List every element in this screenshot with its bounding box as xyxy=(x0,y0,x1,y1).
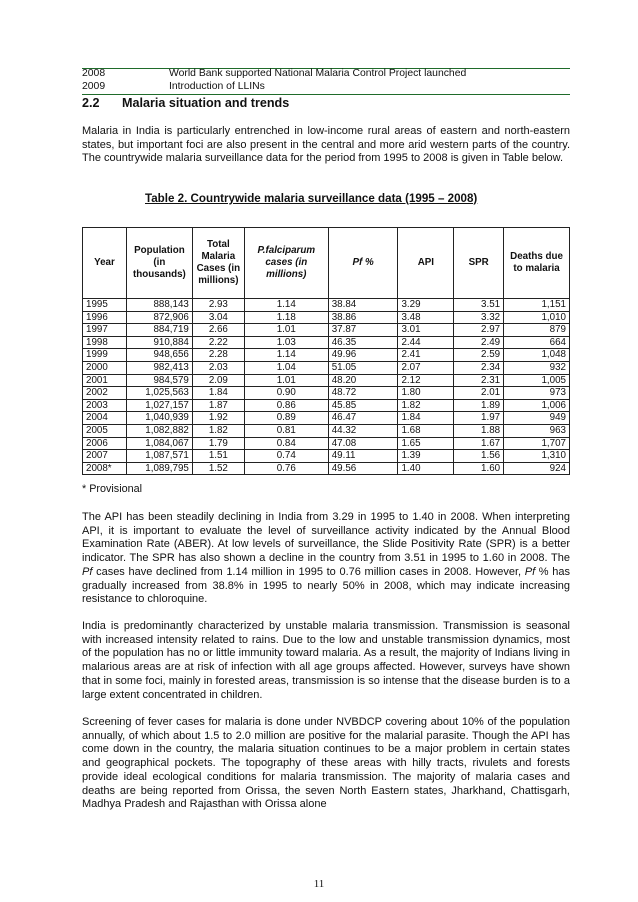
cell-pf-cases: 0.81 xyxy=(244,424,328,437)
table-row xyxy=(83,437,570,450)
cell-year: 2006 xyxy=(83,437,127,450)
api-text-2: cases have declined from 1.14 million in 1995 to 0.76 million cases in 2008. However, xyxy=(92,565,525,578)
cell-pf-cases: 1.04 xyxy=(244,361,328,374)
cell-pf-cases: 0.74 xyxy=(244,450,328,463)
timeline-event: Introduction of LLINs xyxy=(169,80,265,92)
cell-api: 3.01 xyxy=(398,324,454,337)
cell-deaths: 932 xyxy=(504,361,570,374)
cell-total-cases: 1.92 xyxy=(192,412,244,425)
header-api: API xyxy=(398,228,454,299)
cell-population: 948,656 xyxy=(126,349,192,362)
api-text-3: % has gradually increased from 38.8% in 1995 to nearly 50% in 2008, which may indicate increasing resistance to chloroquine. xyxy=(82,565,570,606)
cell-total-cases: 2.28 xyxy=(192,349,244,362)
pf-term: Pf xyxy=(524,565,536,578)
cell-population: 1,025,563 xyxy=(126,387,192,400)
page-number: 11 xyxy=(313,878,325,890)
cell-spr: 2.59 xyxy=(454,349,504,362)
table-row xyxy=(83,349,570,362)
cell-pf-cases: 1.03 xyxy=(244,336,328,349)
cell-pf-cases: 0.84 xyxy=(244,437,328,450)
cell-population: 1,087,571 xyxy=(126,450,192,463)
table-row xyxy=(83,336,570,349)
section-heading xyxy=(82,96,289,110)
header-spr: SPR xyxy=(454,228,504,299)
cell-pf-percent: 37.87 xyxy=(328,324,398,337)
cell-pf-percent: 45.85 xyxy=(328,399,398,412)
cell-pf-cases: 1.14 xyxy=(244,299,328,312)
cell-year: 2000 xyxy=(83,361,127,374)
cell-pf-percent: 46.35 xyxy=(328,336,398,349)
table-row xyxy=(83,462,570,475)
cell-deaths: 1,006 xyxy=(504,399,570,412)
cell-api: 1.84 xyxy=(398,412,454,425)
cell-spr: 1.67 xyxy=(454,437,504,450)
cell-api: 2.12 xyxy=(398,374,454,387)
table-row xyxy=(83,399,570,412)
cell-pf-cases: 0.86 xyxy=(244,399,328,412)
timeline-year: 2008 xyxy=(82,68,106,79)
cell-api: 1.65 xyxy=(398,437,454,450)
cell-population: 1,040,939 xyxy=(126,412,192,425)
cell-api: 1.40 xyxy=(398,462,454,475)
cell-deaths: 1,707 xyxy=(504,437,570,450)
cell-deaths: 1,310 xyxy=(504,450,570,463)
cell-spr: 2.31 xyxy=(454,374,504,387)
cell-pf-percent: 47.08 xyxy=(328,437,398,450)
cell-deaths: 924 xyxy=(504,462,570,475)
cell-population: 910,884 xyxy=(126,336,192,349)
cell-year: 2001 xyxy=(83,374,127,387)
cell-population: 888,143 xyxy=(126,299,192,312)
cell-spr: 1.97 xyxy=(454,412,504,425)
cell-year: 1998 xyxy=(83,336,127,349)
timeline-event: World Bank supported National Malaria Control Project launched xyxy=(169,68,467,79)
surveillance-table xyxy=(82,227,570,475)
cell-population: 872,906 xyxy=(126,311,192,324)
cell-population: 1,027,157 xyxy=(126,399,192,412)
header-year: Year xyxy=(83,228,127,299)
cell-population: 884,719 xyxy=(126,324,192,337)
table-row xyxy=(83,412,570,425)
cell-year: 2007 xyxy=(83,450,127,463)
header-deaths: Deaths due to malaria xyxy=(504,228,570,299)
cell-population: 982,413 xyxy=(126,361,192,374)
cell-pf-cases: 0.89 xyxy=(244,412,328,425)
cell-pf-percent: 44.32 xyxy=(328,424,398,437)
cell-pf-percent: 48.72 xyxy=(328,387,398,400)
cell-pf-cases: 0.76 xyxy=(244,462,328,475)
header-pf-percent: Pf % xyxy=(328,228,398,299)
cell-total-cases: 1.51 xyxy=(192,450,244,463)
intro-paragraph: Malaria in India is particularly entrenched in low-income rural areas of eastern and north-eastern states, but important foci are also present in the central and more arid western parts of the country. The countrywide malaria surveillance data for the period from 1995 to 2008 is given in Table below. xyxy=(82,125,570,165)
cell-spr: 1.60 xyxy=(454,462,504,475)
cell-total-cases: 1.79 xyxy=(192,437,244,450)
table-header-row xyxy=(83,228,570,299)
cell-population: 1,084,067 xyxy=(126,437,192,450)
table-row xyxy=(83,311,570,324)
cell-total-cases: 2.93 xyxy=(192,299,244,312)
cell-pf-percent: 38.86 xyxy=(328,311,398,324)
cell-api: 1.68 xyxy=(398,424,454,437)
cell-pf-percent: 49.96 xyxy=(328,349,398,362)
cell-year: 2008* xyxy=(83,462,127,475)
cell-total-cases: 1.87 xyxy=(192,399,244,412)
cell-year: 1995 xyxy=(83,299,127,312)
cell-total-cases: 1.84 xyxy=(192,387,244,400)
cell-year: 1996 xyxy=(83,311,127,324)
header-population: Population (in thousands) xyxy=(126,228,192,299)
timeline-row xyxy=(82,68,570,81)
cell-year: 2005 xyxy=(83,424,127,437)
api-text-1: The API has been steadily declining in India from 3.29 in 1995 to 1.40 in 2008. When interpreting API, it is important to evaluate the level of surveillance activity indicated by the Annual Blood Examination Rate (ABER). At low levels of surveillance, the Slide Positivity Rate (SPR) is a better indicator. The SPR has also shown a decline in the country from 3.51 in 1995 to 1.60 in 2008. The xyxy=(82,511,570,565)
cell-pf-percent: 48.20 xyxy=(328,374,398,387)
cell-pf-percent: 46.47 xyxy=(328,412,398,425)
cell-spr: 3.51 xyxy=(454,299,504,312)
table-row xyxy=(83,387,570,400)
cell-api: 2.41 xyxy=(398,349,454,362)
table-row xyxy=(83,324,570,337)
cell-api: 2.07 xyxy=(398,361,454,374)
cell-spr: 1.56 xyxy=(454,450,504,463)
cell-deaths: 1,010 xyxy=(504,311,570,324)
header-total-cases: Total Malaria Cases (in millions) xyxy=(192,228,244,299)
cell-deaths: 1,151 xyxy=(504,299,570,312)
cell-spr: 3.32 xyxy=(454,311,504,324)
cell-year: 2002 xyxy=(83,387,127,400)
transmission-paragraph: India is predominantly characterized by unstable malaria transmission. Transmission is seasonal with increased intensity related to rains. Due to the low and unstable transmission dynamics, most of the population has no or little immunity toward malaria. As a result, the majority of Indians living in malarious areas are at risk of infection with all age groups affected. However, surveys have shown that in some foci, mainly in forested areas, transmission is so intense that the disease burden is to a large extent concentrated in children. xyxy=(82,620,570,701)
table-row xyxy=(83,361,570,374)
cell-deaths: 963 xyxy=(504,424,570,437)
cell-deaths: 664 xyxy=(504,336,570,349)
timeline-table xyxy=(82,68,570,93)
cell-total-cases: 2.03 xyxy=(192,361,244,374)
table-title: Table 2. Countrywide malaria surveillance data (1995 – 2008) xyxy=(145,192,478,205)
cell-year: 2004 xyxy=(83,412,127,425)
cell-api: 1.39 xyxy=(398,450,454,463)
cell-pf-percent: 49.56 xyxy=(328,462,398,475)
cell-api: 2.44 xyxy=(398,336,454,349)
cell-spr: 2.01 xyxy=(454,387,504,400)
cell-pf-cases: 1.01 xyxy=(244,374,328,387)
table-row xyxy=(83,424,570,437)
cell-deaths: 973 xyxy=(504,387,570,400)
cell-deaths: 949 xyxy=(504,412,570,425)
cell-spr: 2.34 xyxy=(454,361,504,374)
cell-pf-cases: 1.14 xyxy=(244,349,328,362)
table-footnote: * Provisional xyxy=(82,483,143,495)
timeline-row xyxy=(82,81,570,94)
cell-population: 1,089,795 xyxy=(126,462,192,475)
cell-deaths: 879 xyxy=(504,324,570,337)
cell-deaths: 1,005 xyxy=(504,374,570,387)
api-paragraph xyxy=(82,511,570,607)
cell-pf-percent: 38.84 xyxy=(328,299,398,312)
cell-total-cases: 3.04 xyxy=(192,311,244,324)
table-row xyxy=(83,299,570,312)
cell-pf-cases: 1.01 xyxy=(244,324,328,337)
cell-total-cases: 1.82 xyxy=(192,424,244,437)
cell-total-cases: 2.66 xyxy=(192,324,244,337)
cell-population: 984,579 xyxy=(126,374,192,387)
cell-total-cases: 2.22 xyxy=(192,336,244,349)
cell-total-cases: 2.09 xyxy=(192,374,244,387)
section-number: 2.2 xyxy=(82,96,100,110)
cell-spr: 2.49 xyxy=(454,336,504,349)
cell-api: 3.29 xyxy=(398,299,454,312)
cell-api: 3.48 xyxy=(398,311,454,324)
screening-paragraph: Screening of fever cases for malaria is done under NVBDCP covering about 10% of the population annually, of which about 1.5 to 2.0 million are positive for the malarial parasite. Though the API has come down in the country, the malaria situation continues to be a major problem in certain states and geographical pockets. The topography of these areas with hilly tracts, rivulets and forests provide ideal ecological conditions for malaria transmission. The majority of malaria cases and deaths are being reported from Orissa, the seven North Eastern states, Jharkhand, Chattisgarh, Madhya Pradesh and Rajasthan with Orissa alone xyxy=(82,716,570,811)
cell-pf-cases: 1.18 xyxy=(244,311,328,324)
header-pf-cases: P.falciparum cases (in millions) xyxy=(244,228,328,299)
cell-pf-cases: 0.90 xyxy=(244,387,328,400)
cell-spr: 1.89 xyxy=(454,399,504,412)
cell-year: 1997 xyxy=(83,324,127,337)
cell-spr: 1.88 xyxy=(454,424,504,437)
cell-pf-percent: 49.11 xyxy=(328,450,398,463)
cell-population: 1,082,882 xyxy=(126,424,192,437)
cell-year: 2003 xyxy=(83,399,127,412)
timeline-year: 2009 xyxy=(82,80,106,92)
section-title: Malaria situation and trends xyxy=(122,96,290,110)
cell-total-cases: 1.52 xyxy=(192,462,244,475)
cell-pf-percent: 51.05 xyxy=(328,361,398,374)
table-row xyxy=(83,450,570,463)
table-row xyxy=(83,374,570,387)
cell-year: 1999 xyxy=(83,349,127,362)
cell-api: 1.82 xyxy=(398,399,454,412)
cell-deaths: 1,048 xyxy=(504,349,570,362)
cell-spr: 2.97 xyxy=(454,324,504,337)
pf-term: Pf xyxy=(82,565,93,578)
timeline-bottom-rule xyxy=(82,94,570,95)
cell-api: 1.80 xyxy=(398,387,454,400)
